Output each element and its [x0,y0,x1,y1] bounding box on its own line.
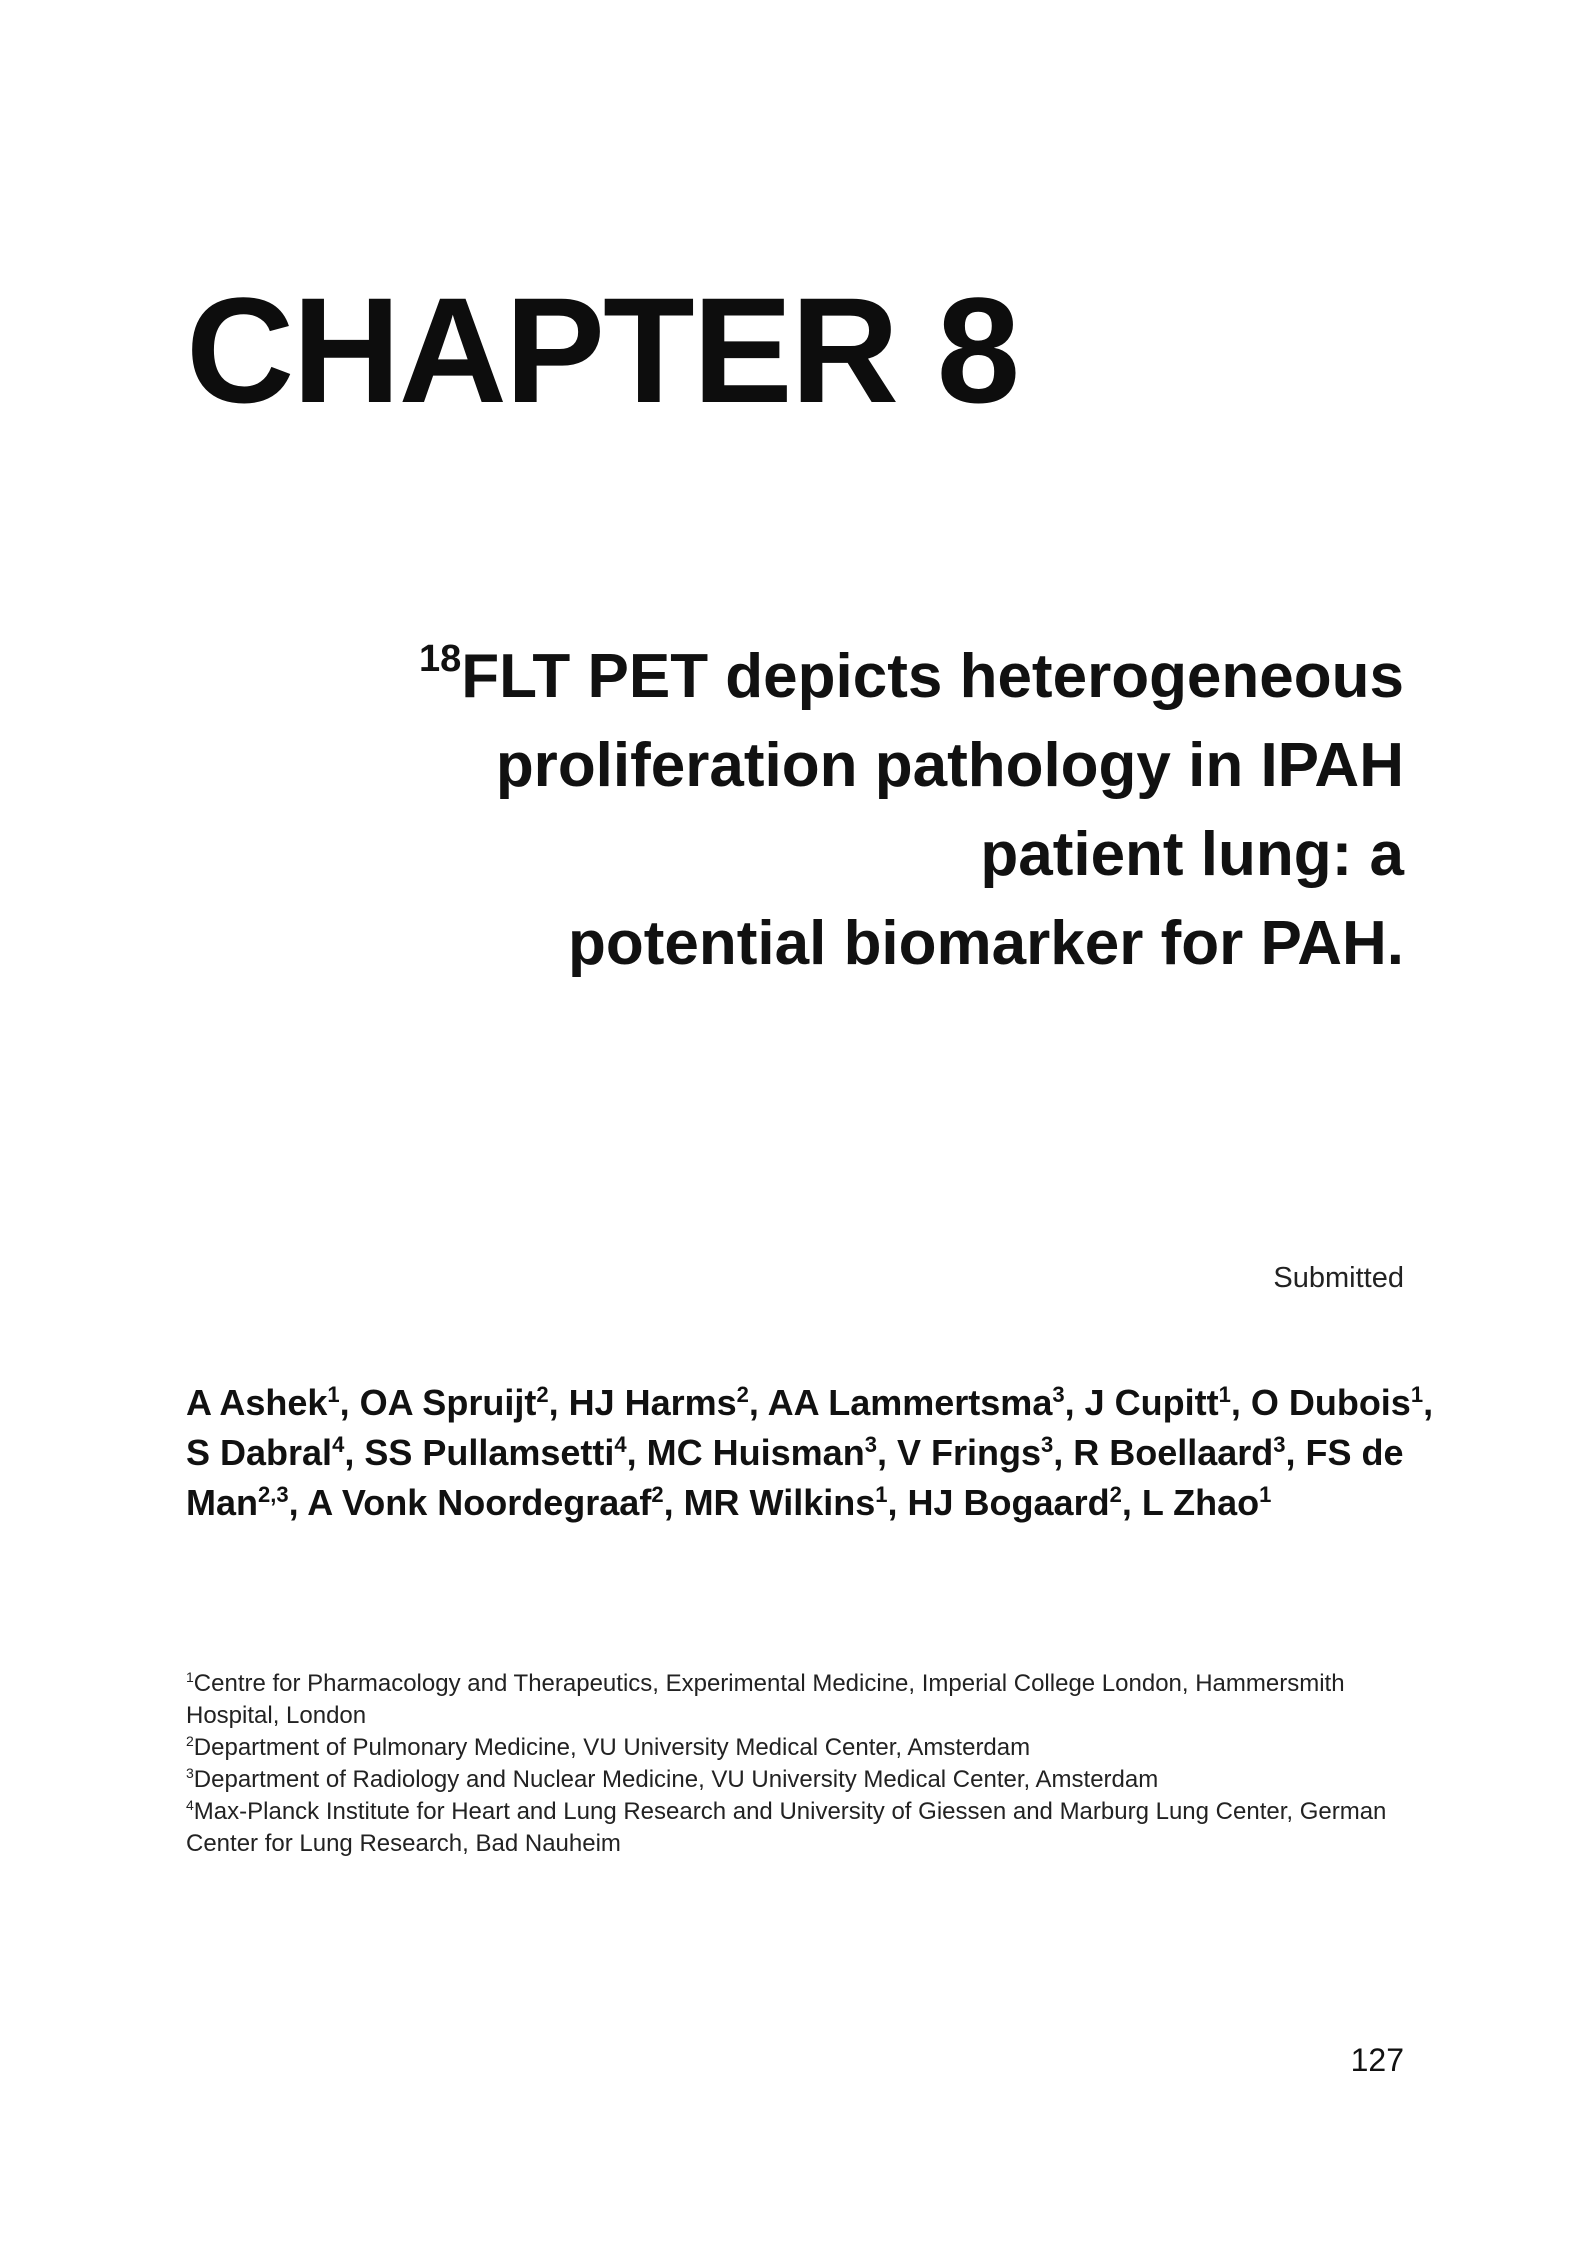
title-line-2: proliferation pathology in IPAH [495,731,1404,800]
author-name: , L Zhao [1121,1482,1260,1523]
author-affiliation-mark: 3 [864,1432,877,1457]
author-line-2 [186,1428,1426,1478]
author-affiliation-mark: 3 [1052,1382,1065,1407]
author-name: , MC Huisman [626,1432,865,1473]
author-name: Man [186,1482,258,1523]
author-affiliation-mark: 4 [614,1432,627,1457]
author-affiliation-mark: 2 [1109,1482,1122,1507]
affiliation-number: 3 [186,1765,194,1781]
author-affiliation-mark: 2 [736,1382,749,1407]
author-affiliation-mark: 1 [875,1482,888,1507]
author-line-3 [186,1478,1426,1528]
affiliation-text: Centre for Pharmacology and Therapeutics, Experimental Medicine, Imperial College London, Hammersmith Hospital, London [186,1670,1345,1729]
affiliation-item [186,1796,1416,1860]
author-name: , HJ Bogaard [887,1482,1110,1523]
affiliation-number: 2 [186,1733,194,1749]
author-name: , FS de [1285,1432,1404,1473]
author-name: , AA Lammertsma [748,1382,1053,1423]
author-name: , V Frings [876,1432,1041,1473]
affiliation-text: Max-Planck Institute for Heart and Lung Research and University of Giessen and Marburg Lung Center, German Center for Lung Research, Bad Nauheim [186,1798,1387,1857]
author-affiliation-mark: 1 [1410,1382,1424,1407]
affiliation-text: Department of Radiology and Nuclear Medicine, VU University Medical Center, Amsterdam [193,1766,1159,1793]
author-affiliation-mark: 1 [1259,1482,1272,1507]
author-name: , SS Pullamsetti [344,1432,615,1473]
isotope-superscript: 18 [418,638,462,681]
author-name: S Dabral [186,1432,333,1473]
author-affiliation-mark: 1 [1218,1382,1231,1407]
author-name: , R Boellaard [1053,1432,1274,1473]
affiliation-item [186,1732,1416,1764]
affiliation-number: 4 [186,1797,194,1813]
author-name: , OA Spruijt [339,1382,537,1423]
author-line-1 [186,1378,1434,1428]
author-separator: , [1423,1382,1434,1423]
author-affiliation-mark: 2 [651,1482,664,1507]
title-line-1-text: FLT PET depicts heterogeneous [461,642,1404,711]
title-line-1 [304,632,1404,721]
author-affiliation-mark: 4 [332,1432,345,1457]
affiliation-item [186,1668,1416,1732]
author-affiliation-mark: 2 [536,1382,549,1407]
affiliation-text: Department of Pulmonary Medicine, VU University Medical Center, Amsterdam [193,1734,1031,1761]
author-name: A Ashek [186,1382,328,1423]
author-affiliation-mark: 2,3 [258,1482,289,1507]
article-title [304,632,1404,988]
author-affiliation-mark: 1 [327,1382,340,1407]
page-number: 127 [1350,2042,1404,2078]
publication-status: Submitted [1273,1262,1404,1294]
author-list [186,1378,1434,1528]
author-name: , MR Wilkins [663,1482,876,1523]
author-name: , J Cupitt [1064,1382,1219,1423]
chapter-heading: CHAPTER 8 [186,266,1019,434]
author-affiliation-mark: 3 [1040,1432,1054,1457]
title-line-3: patient lung: a [980,820,1404,889]
title-line-4: potential biomarker for PAH. [568,909,1404,978]
author-affiliation-mark: 3 [1273,1432,1286,1457]
affiliation-number: 1 [186,1669,194,1685]
affiliation-list [186,1668,1416,1860]
author-name: , HJ Harms [548,1382,737,1423]
affiliation-item [186,1764,1416,1796]
author-name: , O Dubois [1230,1382,1411,1423]
author-name: , A Vonk Noordegraaf [288,1482,652,1523]
